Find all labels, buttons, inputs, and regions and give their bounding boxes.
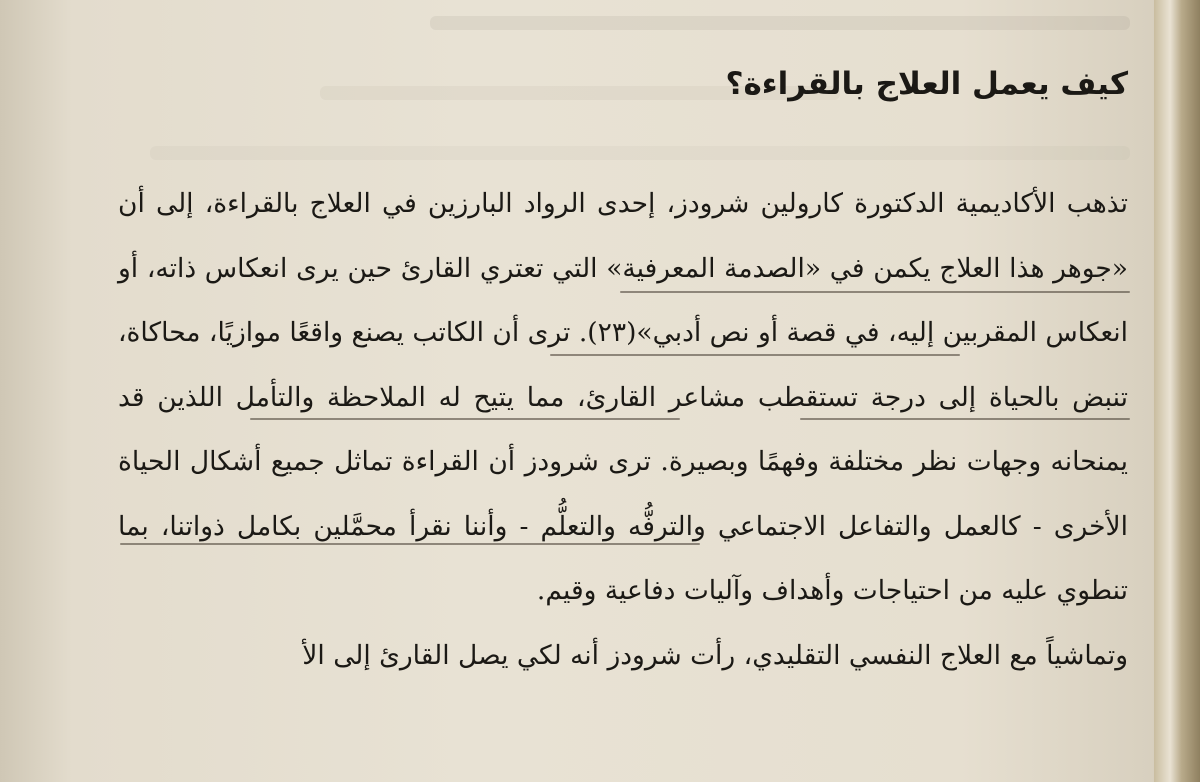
pencil-underline [800, 418, 1130, 420]
page-fore-edge [1154, 0, 1200, 782]
pencil-underline [250, 418, 680, 420]
pencil-underline [620, 291, 1130, 293]
book-text-block [118, 62, 1128, 688]
bleed-through-text [430, 16, 1130, 30]
section-heading: كيف يعمل العلاج بالقراءة؟ [725, 66, 1128, 102]
pencil-underline [120, 543, 700, 545]
pencil-underline [550, 354, 960, 356]
next-paragraph-partial: وتماشياً مع العلاج النفسي التقليدي، رأت شرودز أنه لكي يصل القارئ إلى الأ [302, 639, 1128, 671]
body-paragraph: تذهب الأكاديمية الدكتورة كارولين شرودز، إحدى الرواد البارزين في العلاج بالقراءة، إلى أن «جوهر هذا العلاج يكمن في «الصدمة المعرفية» التي تعتري القارئ حين يرى انعكاس ذاته، أو انعكاس المقربين إليه، في قصة أو نص أدبي»(٢٣). ترى أن الكاتب يصنع واقعًا موازيًا، محاكاة، تنبض بالحياة إلى درجة تستقطب مشاعر القارئ، مما يتيح له الملاحظة والتأمل اللذين قد يمنحانه وجهات نظر مختلفة وفهمًا وبصيرة. ترى شرودز أن القراءة تماثل جميع أشكال الحياة الأخرى - كالعمل والتفاعل الاجتماعي والترفُّه والتعلُّم - وأننا نقرأ محمَّلين بكامل ذواتنا، بما تنطوي عليه من احتياجات وأهداف وآليات دفاعية وقيم. [118, 188, 1128, 606]
